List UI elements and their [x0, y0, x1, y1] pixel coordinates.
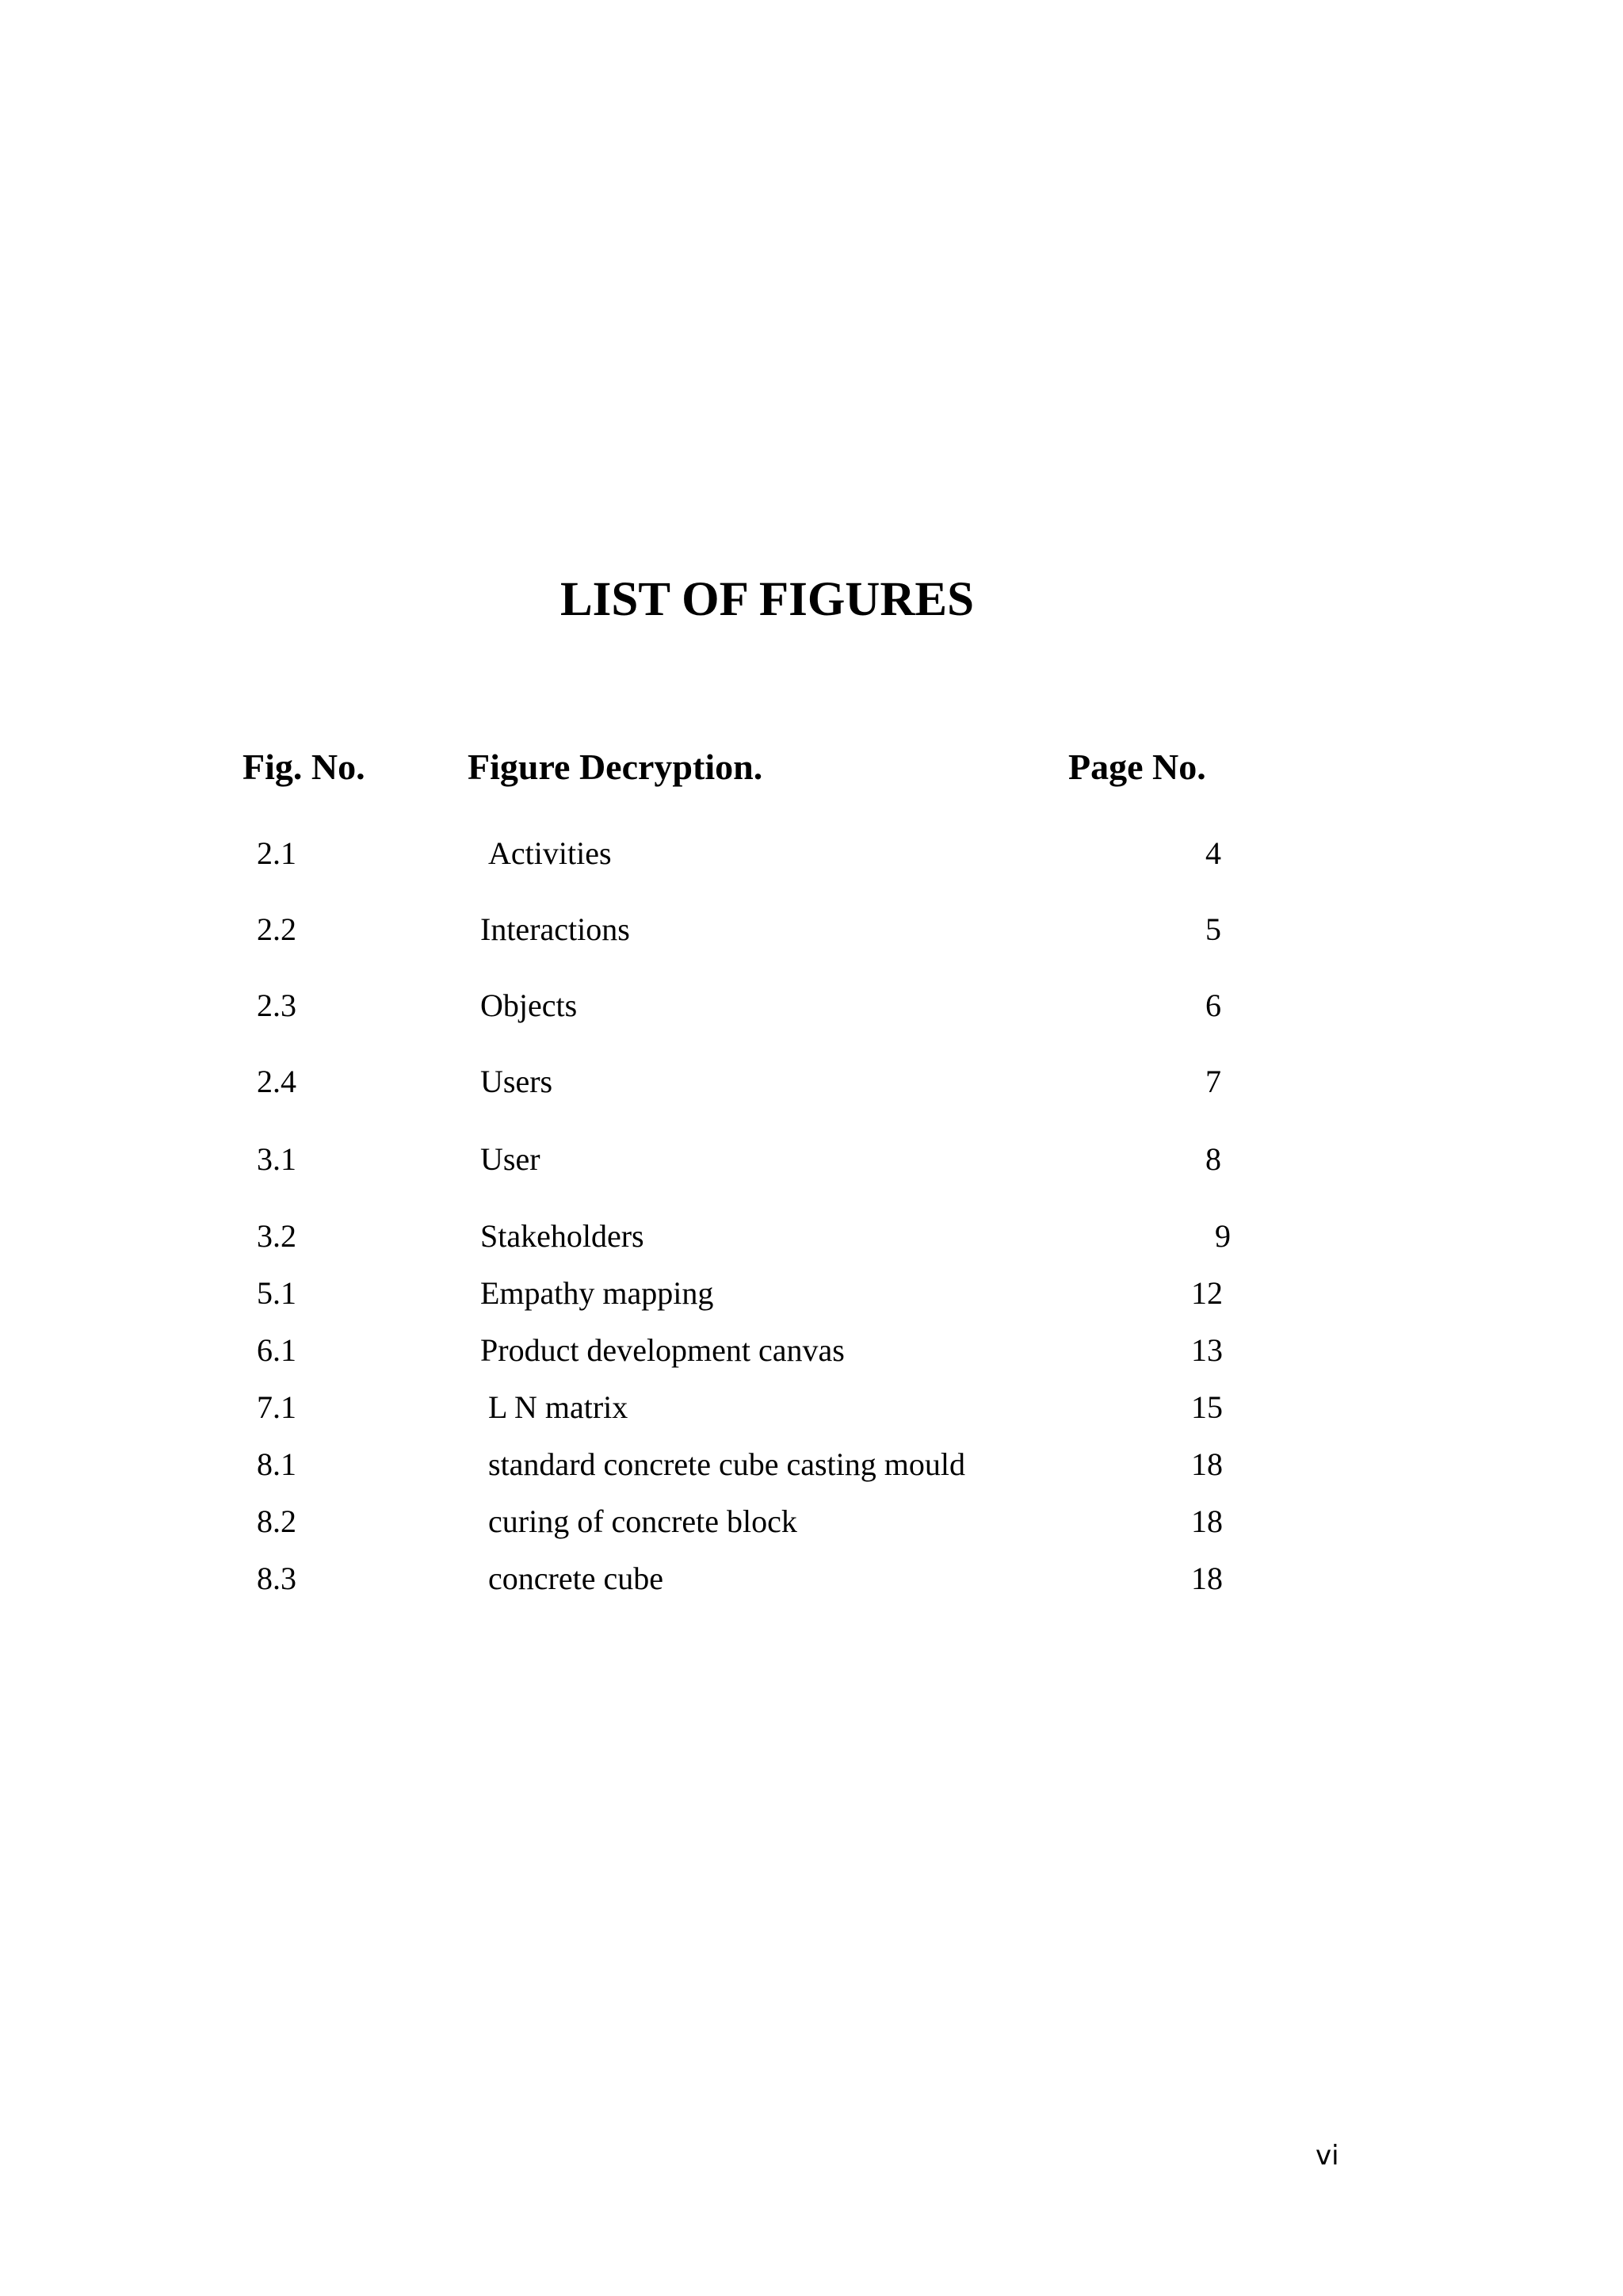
fig-page: 7 — [1205, 1064, 1221, 1099]
fig-number: 3.1 — [257, 1141, 296, 1177]
fig-description: concrete cube — [488, 1561, 663, 1596]
list-item — [0, 911, 1623, 953]
fig-description: Activities — [488, 835, 612, 871]
fig-number: 2.1 — [257, 835, 296, 871]
list-item — [0, 1218, 1623, 1260]
column-header-description: Figure Decryption. — [468, 747, 763, 787]
fig-number: 8.2 — [257, 1503, 296, 1539]
fig-description: User — [480, 1141, 540, 1177]
fig-number: 7.1 — [257, 1389, 296, 1425]
fig-description: Stakeholders — [480, 1218, 644, 1254]
list-item — [0, 1503, 1623, 1545]
fig-description: Users — [480, 1064, 553, 1099]
fig-description: curing of concrete block — [488, 1503, 797, 1539]
list-item — [0, 1563, 1623, 1603]
fig-number: 3.2 — [257, 1218, 296, 1254]
fig-description: Interactions — [480, 911, 630, 947]
fig-number: 2.2 — [257, 911, 296, 947]
list-item — [0, 990, 1623, 1030]
list-item — [0, 835, 1623, 877]
fig-number: 6.1 — [257, 1332, 296, 1368]
list-item — [0, 1141, 1623, 1183]
fig-number: 2.3 — [257, 988, 296, 1023]
fig-description: Product development canvas — [480, 1332, 845, 1368]
column-header-page-no: Page No. — [1068, 747, 1206, 787]
fig-page: 5 — [1205, 911, 1221, 947]
fig-page: 18 — [1191, 1446, 1223, 1482]
fig-number: 5.1 — [257, 1275, 296, 1311]
fig-description: L N matrix — [488, 1389, 628, 1425]
list-item — [0, 1389, 1623, 1431]
list-item — [0, 1066, 1623, 1106]
fig-page: 18 — [1191, 1561, 1223, 1596]
fig-page: 8 — [1205, 1141, 1221, 1177]
fig-number: 2.4 — [257, 1064, 296, 1099]
fig-description: Objects — [480, 988, 578, 1023]
page-number: vi — [1316, 2140, 1339, 2172]
page-title: LIST OF FIGURES — [559, 573, 975, 626]
fig-description: standard concrete cube casting mould — [488, 1446, 965, 1482]
fig-page: 15 — [1191, 1389, 1223, 1425]
list-item — [0, 1446, 1623, 1488]
fig-number: 8.1 — [257, 1446, 296, 1482]
fig-page: 18 — [1191, 1503, 1223, 1539]
list-item — [0, 1275, 1623, 1317]
list-item — [0, 1332, 1623, 1374]
fig-page: 13 — [1191, 1332, 1223, 1368]
fig-page: 9 — [1215, 1218, 1231, 1254]
fig-page: 4 — [1205, 835, 1221, 871]
column-header-fig-no: Fig. No. — [242, 747, 365, 787]
fig-description: Empathy mapping — [480, 1275, 714, 1311]
fig-page: 12 — [1191, 1275, 1223, 1311]
fig-number: 8.3 — [257, 1561, 296, 1596]
fig-page: 6 — [1205, 988, 1221, 1023]
